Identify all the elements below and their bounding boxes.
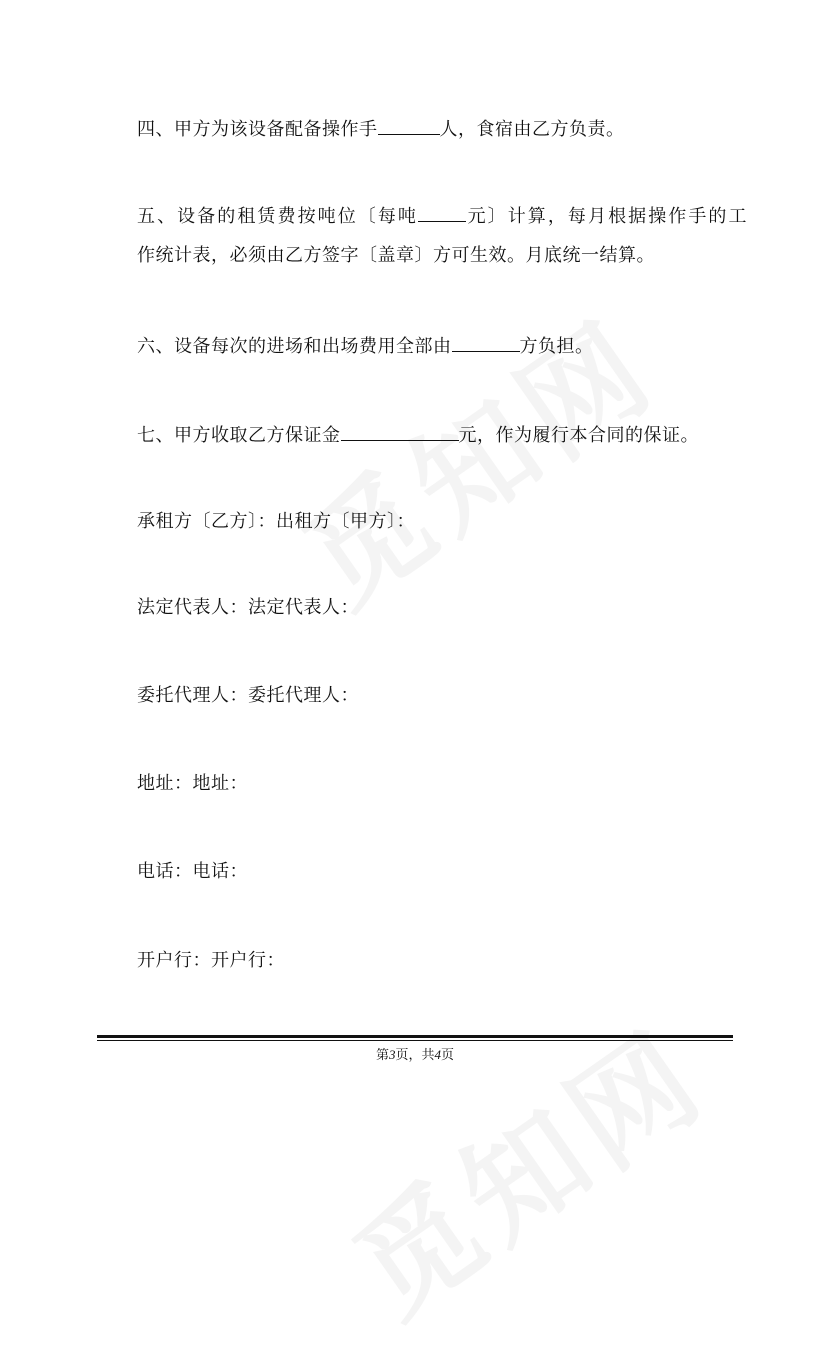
clause-7-pre: 七、甲方收取乙方保证金 (137, 425, 341, 446)
signature-parties: 承租方〔乙方〕：出租方〔甲方〕： (137, 511, 415, 532)
clause-5-line-2: 作统计表，必须由乙方签字〔盖章〕方可生效。月底统一结算。 (137, 245, 655, 266)
page-footer (0, 1044, 830, 1063)
clause-7-blank (341, 420, 459, 441)
signature-phone: 电话：电话： (137, 861, 248, 882)
clause-4-blank (378, 114, 440, 135)
clause-4-pre: 四、甲方为该设备配备操作手 (137, 119, 378, 140)
footer-total-pages: 4 (434, 1047, 441, 1062)
clause-7-post: 元，作为履行本合同的保证。 (458, 425, 699, 446)
clause-6-post: 方负担。 (519, 336, 594, 357)
clause-4-post: 人，食宿由乙方负责。 (439, 119, 625, 140)
signature-bank: 开户行：开户行： (137, 950, 285, 971)
clause-6 (137, 331, 594, 360)
watermark (266, 274, 684, 639)
clause-5-post: 元〕计算，每月根据操作手的工 (466, 206, 747, 227)
clause-6-blank (452, 331, 520, 352)
footer-prefix: 第 (375, 1047, 389, 1062)
clause-7 (137, 420, 699, 449)
clause-5-line-1 (137, 201, 747, 230)
footer-rule-thin (97, 1040, 733, 1041)
footer-page-number: 3 (388, 1047, 396, 1062)
watermark-bottom (316, 984, 734, 1348)
footer-suffix: 页 (441, 1047, 455, 1062)
clause-6-pre: 六、设备每次的进场和出场费用全部由 (137, 336, 452, 357)
footer-mid: 页，共 (395, 1047, 435, 1062)
clause-5-pre: 五、设备的租赁费按吨位〔每吨 (137, 206, 418, 227)
signature-address: 地址：地址： (137, 773, 248, 794)
signature-legal-rep: 法定代表人：法定代表人： (137, 597, 359, 618)
footer-rule (97, 1035, 733, 1038)
clause-5-blank (418, 201, 466, 222)
signature-agent: 委托代理人：委托代理人： (137, 685, 359, 706)
clause-4 (137, 114, 625, 143)
